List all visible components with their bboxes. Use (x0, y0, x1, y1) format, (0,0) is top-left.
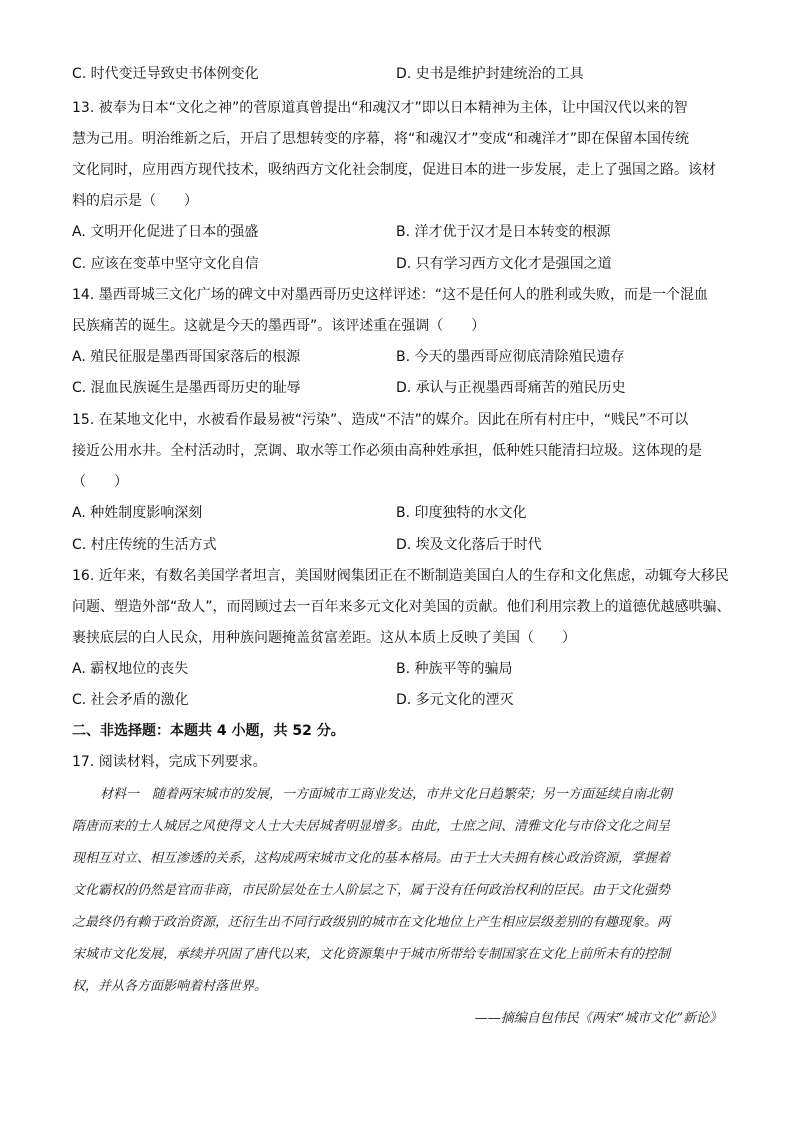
q17-material-line-3: 现相互对立、相互渗透的关系，这构成两宋城市文化的基本格局。由于士大夫拥有核心政治资源，掌握着 (72, 851, 671, 866)
q15-option-c: C. 村庄传统的生活方式 (72, 537, 217, 553)
q16-option-b: B. 种族平等的骗局 (396, 661, 513, 677)
q13-stem-line-1: 13. 被奉为日本“文化之神”的菅原道真曾提出“和魂汉才”即以日本精神为主体，让中国汉代以来的智 (72, 100, 688, 116)
q16-stem-line-2: 问题、塑造外部“敌人”，而罔顾过去一百年来多元文化对美国的贡献。他们利用宗教上的道德优越感哄骗、 (72, 599, 731, 615)
q16-option-a: A. 霸权地位的丧失 (72, 661, 189, 677)
q16-stem-line-1: 16. 近年来，有数名美国学者坦言，美国财阀集团正在不断制造美国白人的生存和文化焦虑，动辄夸大移民 (72, 568, 729, 584)
q16-option-c: C. 社会矛盾的激化 (72, 692, 189, 708)
q14-option-a: A. 殖民征服是墨西哥国家落后的根源 (72, 349, 301, 365)
q13-option-b: B. 洋才优于汉才是日本转变的根源 (396, 224, 611, 240)
q15-option-b: B. 印度独特的水文化 (396, 505, 527, 521)
q17-material-line-6: 宋城市文化发展，承续并巩固了唐代以来，文化资源集中于城市所带给专制国家在文化上前所未有的控制 (72, 947, 671, 962)
q12-option-d: D. 史书是维护封建统治的工具 (396, 66, 584, 82)
q17-material-line-4: 文化霸权的仍然是官而非商，市民阶层处在士人阶层之下，属于没有任何政治权利的臣民。由于文化强势 (72, 883, 671, 898)
q13-stem-line-4: 料的启示是（ ） (72, 193, 198, 209)
q15-option-a: A. 种姓制度影响深刻 (72, 505, 203, 521)
q17-source-citation: ——摘编自包伟民《两宋“城市文化”新论》 (474, 1011, 722, 1026)
q15-option-d: D. 埃及文化落后于时代 (396, 537, 542, 553)
q17-material-line-5: 之最终仍有赖于政治资源，还衍生出不同行政级别的城市在文化地位上产生相应层级差别的有趣现象。两 (72, 915, 671, 930)
q13-stem-line-3: 文化同时，应用西方现代技术，吸纳西方文化社会制度，促进日本的进一步发展，走上了强国之路。该材 (72, 162, 716, 178)
q16-option-d: D. 多元文化的湮灭 (396, 692, 514, 708)
q14-option-c: C. 混血民族诞生是墨西哥历史的耻辱 (72, 380, 301, 396)
q17-material-line-2: 隋唐而来的士人城居之风使得文人士大夫居城者明显增多。由此，士庶之间、清雅文化与市俗文化之间呈 (72, 819, 671, 834)
q12-option-c: C. 时代变迁导致史书体例变化 (72, 66, 259, 82)
section-heading: 二、非选择题：本题共 4 小题，共 52 分。 (72, 723, 345, 739)
q17-material-line-1: 材料一 随着两宋城市的发展，一方面城市工商业发达，市井文化日趋繁荣；另一方面延续自南北朝 (100, 787, 673, 802)
q17-intro: 17. 阅读材料，完成下列要求。 (72, 754, 267, 770)
q13-option-d: D. 只有学习西方文化才是强国之道 (396, 256, 612, 272)
q17-material-line-7: 权，并从各方面影响着村落世界。 (72, 979, 268, 994)
q16-stem-line-3: 裹挟底层的白人民众，用种族问题掩盖贫富差距。这从本质上反映了美国（ ） (72, 630, 576, 646)
q13-option-a: A. 文明开化促进了日本的强盛 (72, 224, 259, 240)
q13-option-c: C. 应该在变革中坚守文化自信 (72, 256, 259, 272)
q14-option-b: B. 今天的墨西哥应彻底清除殖民遗存 (396, 349, 625, 365)
q15-stem-line-1: 15. 在某地文化中，水被看作最易被“污染”、造成“不洁”的媒介。因此在所有村庄中，“贱民”不可以 (72, 412, 689, 428)
q15-stem-line-2: 接近公用水井。全村活动时，烹调、取水等工作必须由高种姓承担，低种姓只能清扫垃圾。这体现的是 (72, 443, 702, 459)
q14-option-d: D. 承认与正视墨西哥痛苦的殖民历史 (396, 380, 626, 396)
q15-stem-line-3: （ ） (72, 474, 128, 490)
q14-stem-line-1: 14. 墨西哥城三文化广场的碑文中对墨西哥历史这样评述：“这不是任何人的胜利或失败，而是一个混血 (72, 287, 708, 303)
q14-stem-line-2: 民族痛苦的诞生。这就是今天的墨西哥”。该评述重在强调（ ） (72, 318, 486, 334)
q13-stem-line-2: 慧为己用。明治维新之后，开启了思想转变的序幕，将“和魂汉才”变成“和魂洋才”即在保留本国传统 (72, 131, 690, 147)
